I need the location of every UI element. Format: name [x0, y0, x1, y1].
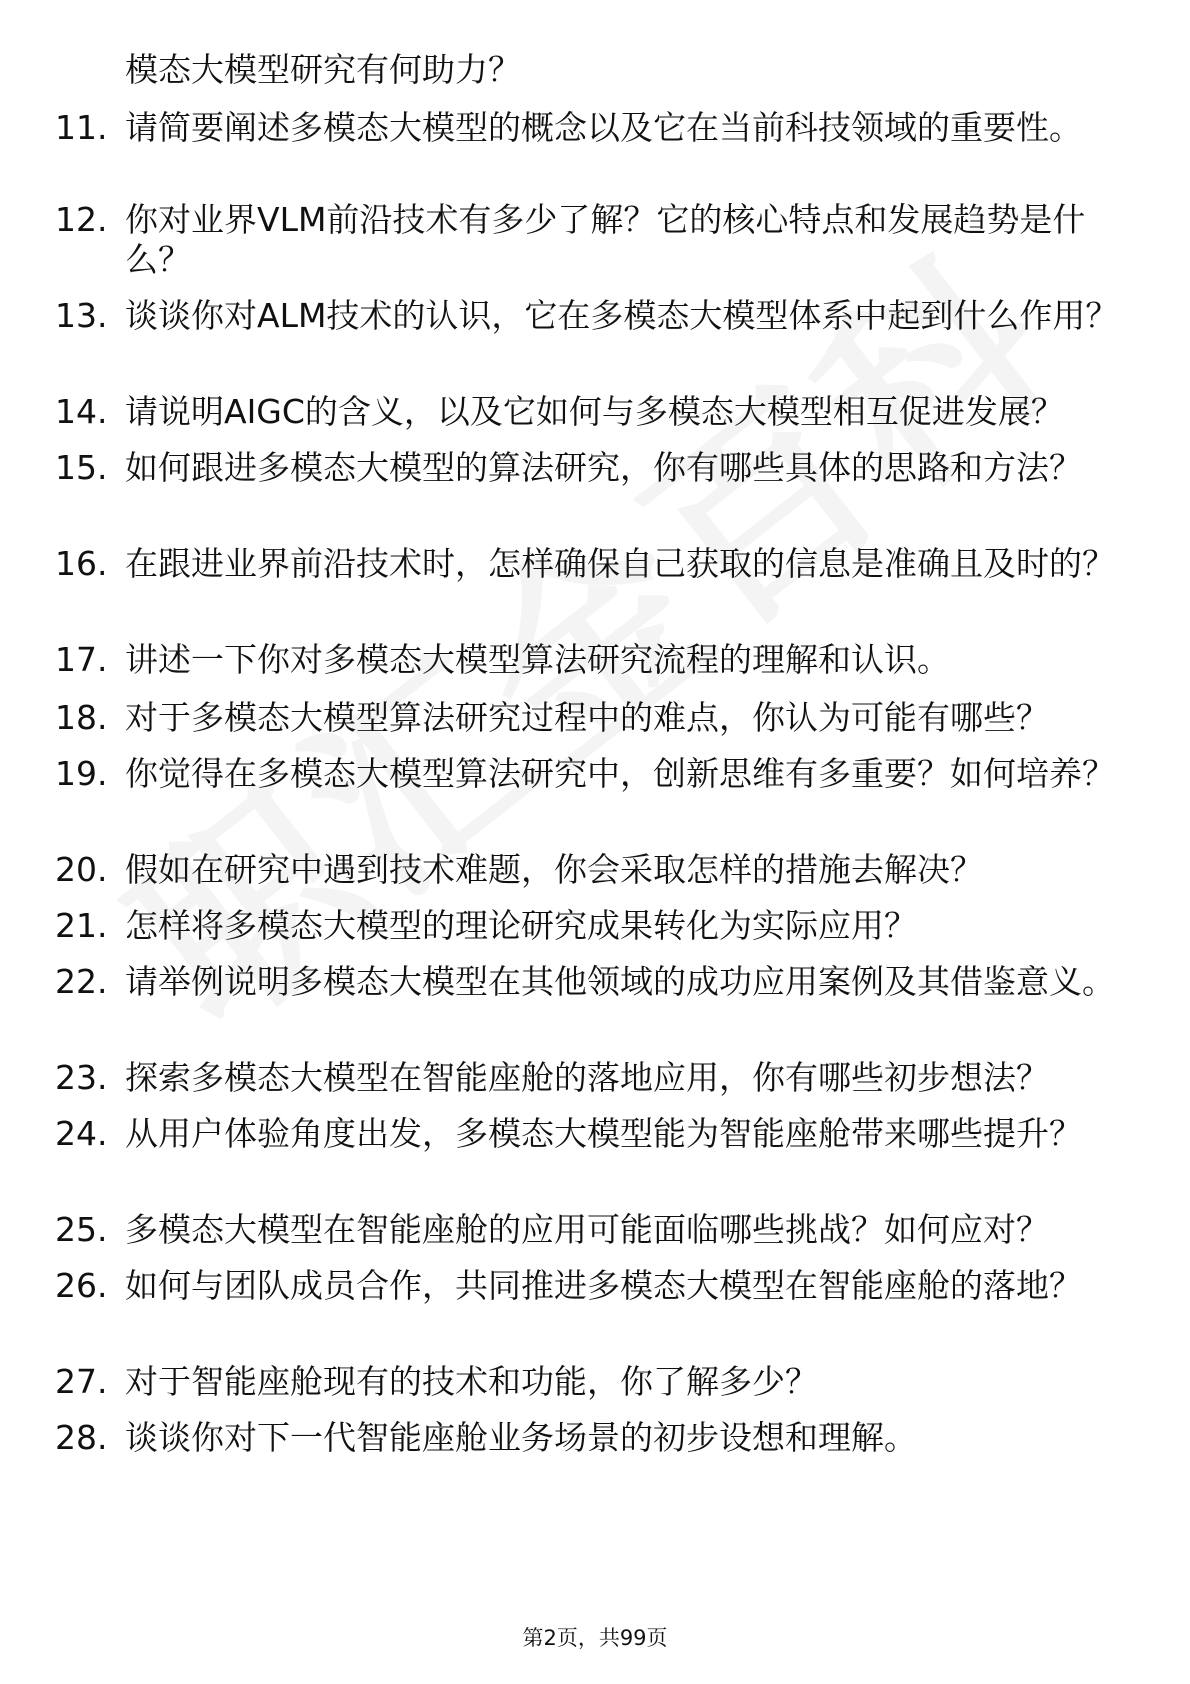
question-number: 12. — [55, 200, 108, 239]
question-text: 多模态大模型在智能座舱的应用可能面临哪些挑战？如何应对？ — [125, 1210, 1049, 1249]
question-number: 15. — [55, 448, 108, 487]
continued-question-text: 模态大模型研究有何助力？ — [125, 50, 521, 89]
question-text: 请简要阐述多模态大模型的概念以及它在当前科技领域的重要性。 — [125, 108, 1082, 147]
question-number: 25. — [55, 1210, 108, 1249]
question-text: 讲述一下你对多模态大模型算法研究流程的理解和认识。 — [125, 640, 950, 679]
question-number: 18. — [55, 698, 108, 737]
question-text: 对于智能座舱现有的技术和功能，你了解多少？ — [125, 1362, 818, 1401]
question-text: 请说明AIGC的含义，以及它如何与多模态大模型相互促进发展？ — [125, 392, 1064, 431]
question-number: 11. — [55, 108, 108, 147]
question-text: 谈谈你对ALM技术的认识，它在多模态大模型体系中起到什么作用？ — [125, 296, 1119, 335]
question-text: 你觉得在多模态大模型算法研究中，创新思维有多重要？如何培养？ — [125, 754, 1115, 793]
question-text: 假如在研究中遇到技术难题，你会采取怎样的措施去解决？ — [125, 850, 983, 889]
question-text: 如何跟进多模态大模型的算法研究，你有哪些具体的思路和方法？ — [125, 448, 1082, 487]
question-number: 19. — [55, 754, 108, 793]
question-text: 探索多模态大模型在智能座舱的落地应用，你有哪些初步想法？ — [125, 1058, 1049, 1097]
question-text: 从用户体验角度出发，多模态大模型能为智能座舱带来哪些提升？ — [125, 1114, 1082, 1153]
question-number: 14. — [55, 392, 108, 431]
question-number: 13. — [55, 296, 108, 335]
question-text: 你对业界VLM前沿技术有多少了解？它的核心特点和发展趋势是什么？ — [125, 200, 1086, 279]
question-text: 请举例说明多模态大模型在其他领域的成功应用案例及其借鉴意义。 — [125, 962, 1115, 1001]
question-number: 24. — [55, 1114, 108, 1153]
question-text: 谈谈你对下一代智能座舱业务场景的初步设想和理解。 — [125, 1418, 917, 1457]
question-number: 20. — [55, 850, 108, 889]
question-text: 在跟进业界前沿技术时，怎样确保自己获取的信息是准确且及时的？ — [125, 544, 1115, 583]
question-text: 如何与团队成员合作，共同推进多模态大模型在智能座舱的落地？ — [125, 1266, 1082, 1305]
question-text: 怎样将多模态大模型的理论研究成果转化为实际应用？ — [125, 906, 917, 945]
question-number: 28. — [55, 1418, 108, 1457]
question-number: 22. — [55, 962, 108, 1001]
question-text: 对于多模态大模型算法研究过程中的难点，你认为可能有哪些？ — [125, 698, 1049, 737]
question-number: 16. — [55, 544, 108, 583]
question-number: 23. — [55, 1058, 108, 1097]
page-footer: 第2页，共99页 — [522, 1626, 668, 1650]
question-number: 26. — [55, 1266, 108, 1305]
question-number: 17. — [55, 640, 108, 679]
question-number: 27. — [55, 1362, 108, 1401]
question-number: 21. — [55, 906, 108, 945]
